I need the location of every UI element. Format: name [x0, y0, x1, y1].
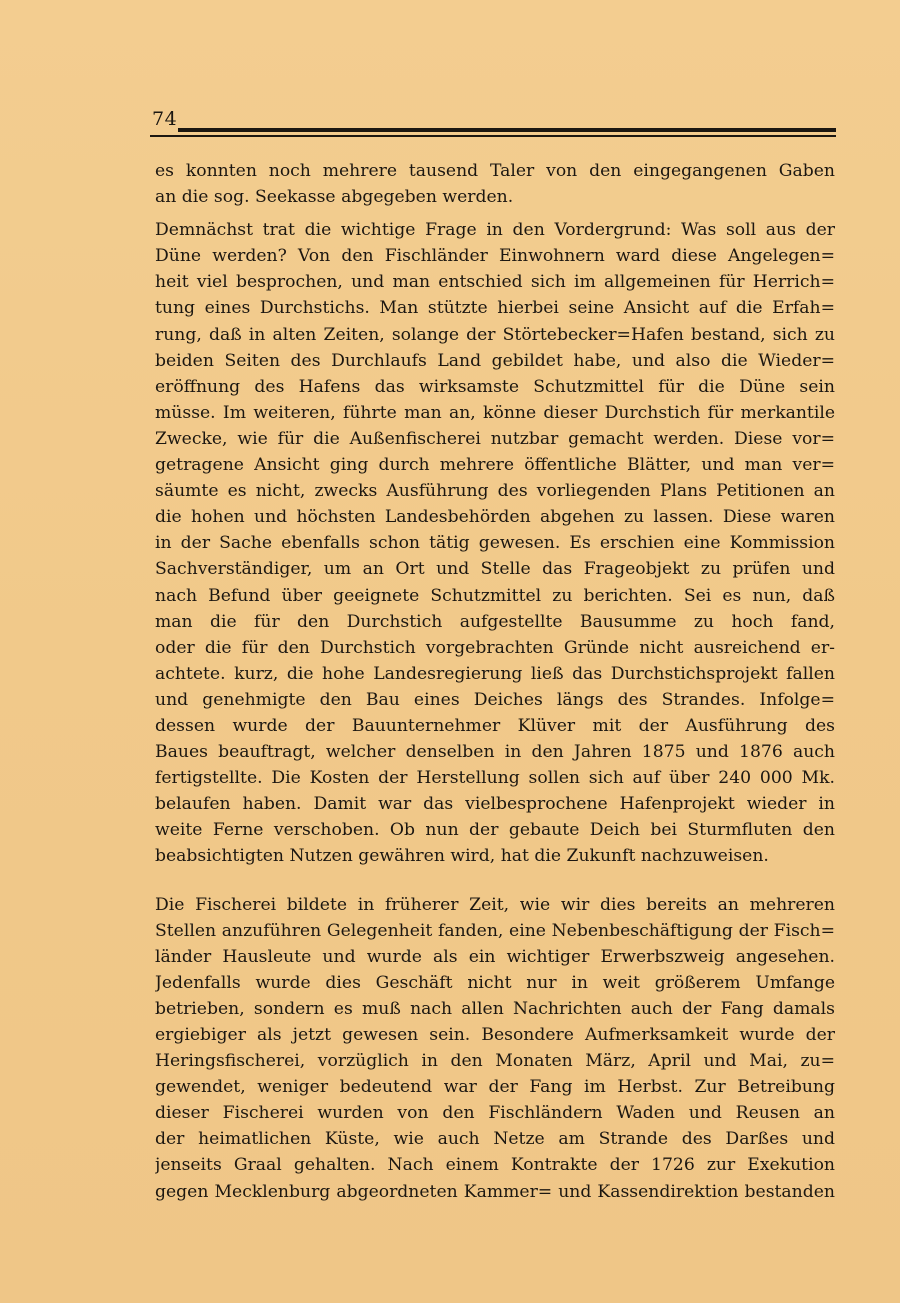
text-line: Jedenfalls wurde dies Geschäft nicht nur in weit größerem Umfange	[155, 972, 835, 993]
text-line: rung, daß in alten Zeiten, solange der Störtebecker=Hafen bestand, sich zu	[155, 324, 835, 345]
body-text	[155, 158, 835, 1205]
text-line: an die sog. Seekasse abgegeben werden.	[155, 187, 514, 208]
text-line: länder Hausleute und wurde als ein wichtiger Erwerbszweig angesehen.	[155, 946, 835, 967]
text-line: jenseits Graal gehalten. Nach einem Kontrakte der 1726 zur Exekution	[155, 1155, 835, 1176]
text-line: beabsichtigten Nutzen gewähren wird, hat die Zukunft nachzuweisen.	[155, 846, 769, 867]
text-line: in der Sache ebenfalls schon tätig gewesen. Es erschien eine Kommission	[155, 533, 835, 554]
text-line: Demnächst trat die wichtige Frage in den Vordergrund: Was soll aus der	[155, 220, 835, 241]
text-line: gewendet, weniger bedeutend war der Fang im Herbst. Zur Betreibung	[155, 1077, 835, 1098]
text-line: Düne werden? Von den Fischländer Einwohnern ward diese Angelegen=	[155, 246, 835, 267]
text-line: ergiebiger als jetzt gewesen sein. Besondere Aufmerksamkeit wurde der	[155, 1025, 835, 1045]
text-line: müsse. Im weiteren, führte man an, könne dieser Durchstich für merkantile	[155, 402, 835, 423]
text-line: getragene Ansicht ging durch mehrere öffentliche Blätter, und man ver=	[155, 455, 835, 476]
text-line: und genehmigte den Bau eines Deiches längs des Strandes. Infolge=	[155, 689, 835, 710]
text-line: Die Fischerei bildete in früherer Zeit, wie wir dies bereits an mehreren	[155, 894, 835, 915]
text-line: heit viel besprochen, und man entschied sich im allgemeinen für Herrich=	[155, 272, 835, 293]
text-line: säumte es nicht, zwecks Ausführung des vorliegenden Plans Petitionen an	[155, 481, 835, 502]
text-line: fertigstellte. Die Kosten der Herstellung sollen sich auf über 240 000 Mk.	[155, 768, 835, 789]
text-line: eröffnung des Hafens das wirksamste Schutzmittel für die Düne sein	[155, 376, 835, 397]
text-line: dessen wurde der Bauunternehmer Klüver mit der Ausführung des	[155, 715, 835, 736]
text-line: beiden Seiten des Durchlaufs Land gebildet habe, und also die Wieder=	[155, 350, 835, 371]
paragraph-1	[155, 158, 835, 210]
text-line: die hohen und höchsten Landesbehörden abgehen zu lassen. Diese waren	[155, 507, 835, 528]
page-number: 74	[152, 108, 178, 130]
text-line: es konnten noch mehrere tausend Taler von den eingegangenen Gaben	[155, 161, 835, 181]
text-line: der heimatlichen Küste, wie auch Netze am Strande des Darßes und	[155, 1129, 835, 1150]
paragraph-2	[155, 217, 835, 869]
text-line: belaufen haben. Damit war das vielbesprochene Hafenprojekt wieder in	[155, 794, 835, 815]
text-line: tung eines Durchstichs. Man stützte hierbei seine Ansicht auf die Erfah=	[155, 298, 835, 319]
page-header	[150, 104, 836, 140]
header-rule-thin	[150, 135, 836, 137]
text-line: man die für den Durchstich aufgestellte Bausumme zu hoch fand,	[155, 611, 835, 632]
text-line: Stellen anzuführen Gelegenheit fanden, eine Nebenbeschäftigung der Fisch=	[155, 920, 835, 941]
text-line: oder die für den Durchstich vorgebrachten Gründe nicht ausreichend er-	[155, 637, 835, 658]
paragraph-3	[155, 892, 835, 1205]
text-line: Heringsfischerei, vorzüglich in den Monaten März, April und Mai, zu=	[155, 1051, 835, 1072]
text-line: dieser Fischerei wurden von den Fischländern Waden und Reusen an	[155, 1103, 835, 1124]
text-line: betrieben, sondern es muß nach allen Nachrichten auch der Fang damals	[155, 998, 835, 1019]
text-line: achtete. kurz, die hohe Landesregierung ließ das Durchstichsprojekt fallen	[155, 663, 835, 684]
text-line: nach Befund über geeignete Schutzmittel zu berichten. Sei es nun, daß	[155, 585, 835, 606]
text-line: Sachverständiger, um an Ort und Stelle das Frageobjekt zu prüfen und	[155, 559, 835, 580]
header-rule-thick	[178, 128, 836, 132]
text-line: Baues beauftragt, welcher denselben in den Jahren 1875 und 1876 auch	[155, 742, 835, 763]
text-line: gegen Mecklenburg abgeordneten Kammer= und Kassendirektion bestanden	[155, 1181, 835, 1202]
text-line: weite Ferne verschoben. Ob nun der gebaute Deich bei Sturmfluten den	[155, 820, 835, 841]
text-line: Zwecke, wie für die Außenfischerei nutzbar gemacht werden. Diese vor=	[155, 428, 835, 449]
